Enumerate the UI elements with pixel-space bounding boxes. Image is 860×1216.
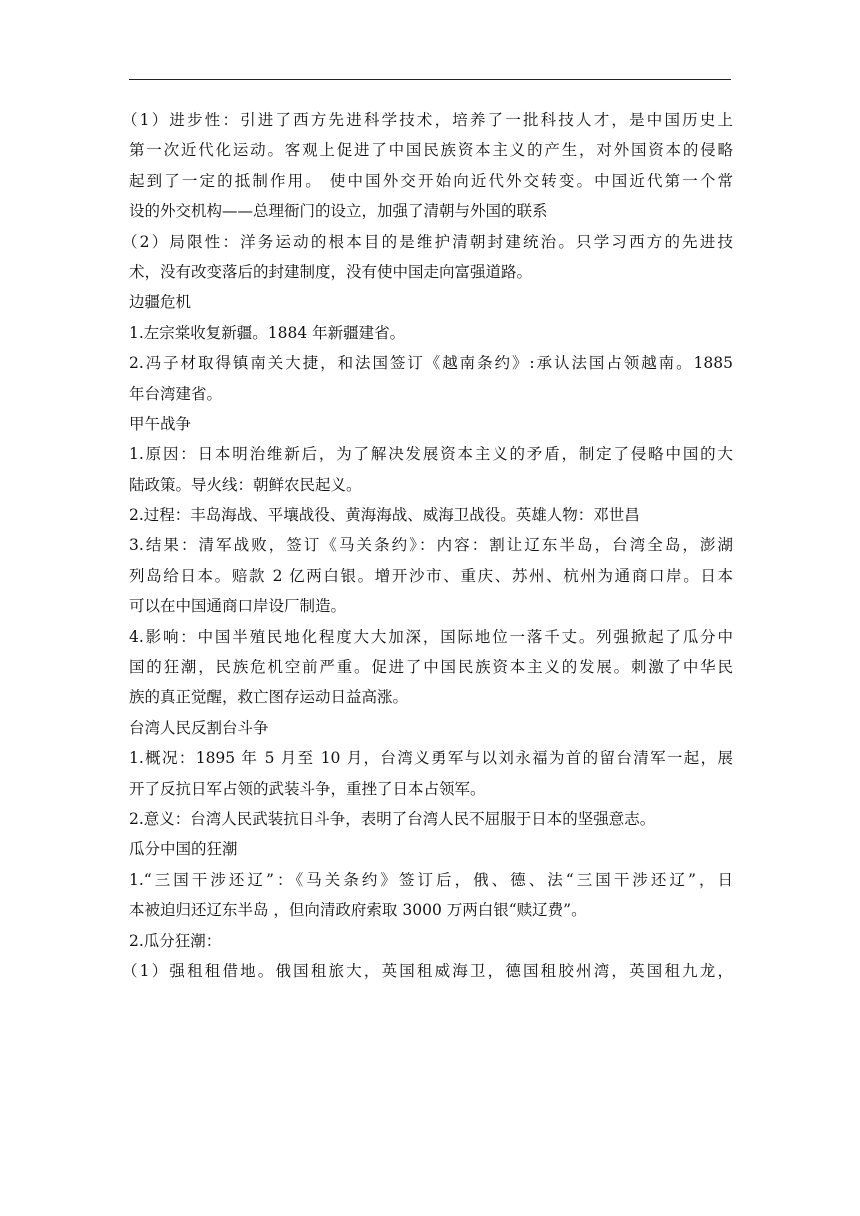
text-line: 1.左宗棠收复新疆。1884 年新疆建省。	[129, 323, 406, 342]
document-body	[122, 105, 733, 986]
text-line: 2.冯子材取得镇南关大捷，和法国签订《越南条约》:承认法国占领越南。1885	[129, 354, 733, 373]
text-line: 族的真正觉醒，救亡图存运动日益高涨。	[129, 688, 409, 707]
text-line: （1）强租租借地。俄国租旅大，英国租威海卫，德国租胶州湾，英国租九龙，	[122, 961, 733, 980]
text-line: 本被迫归还辽东半岛 ，但向清政府索取 3000 万两白银“赎辽费”。	[129, 901, 587, 920]
text-line: 2.瓜分狂潮：	[129, 931, 222, 950]
text-line: 1.概况：1895 年 5 月至 10 月，台湾义勇军与以刘永福为首的留台清军一起，展	[129, 749, 733, 768]
text-line: 2.意义：台湾人民武装抗日斗争，表明了台湾人民不屈服于日本的坚强意志。	[129, 809, 656, 828]
text-line: 1.“三国干涉还辽”：《马关条约》签订后，俄、德、法“三国干涉还辽”，日	[129, 870, 733, 889]
text-line: 起到了一定的抵制作用。 使中国外交开始向近代外交转变。中国近代第一个常	[129, 171, 733, 190]
text-line: 边疆危机	[129, 293, 192, 312]
text-line: 1.原因：日本明治维新后，为了解决发展资本主义的矛盾，制定了侵略中国的大	[129, 445, 733, 464]
text-line: （1）进步性：引进了西方先进科学技术，培养了一批科技人才，是中国历史上	[122, 111, 733, 129]
text-line: 第一次近代化运动。客观上促进了中国民族资本主义的产生，对外国资本的侵略	[129, 141, 733, 160]
text-line: 甲午战争	[129, 414, 192, 433]
text-line: 年台湾建省。	[129, 384, 223, 403]
text-line: 可以在中国通商口岸设厂制造。	[129, 597, 347, 616]
text-line: 瓜分中国的狂潮	[129, 840, 238, 859]
text-line: 设的外交机构——总理衙门的设立，加强了清朝与外国的联系	[129, 202, 548, 221]
text-line: 术，没有改变落后的封建制度，没有使中国走向富强道路。	[129, 262, 533, 281]
text-line: 台湾人民反割台斗争	[129, 718, 269, 737]
header-rule	[129, 79, 731, 80]
text-line: 国的狂潮，民族危机空前严重。促进了中国民族资本主义的发展。刺激了中华民	[129, 658, 733, 677]
text-line: 陆政策。导火线：朝鲜农民起义。	[129, 475, 362, 494]
text-line: （2）局限性：洋务运动的根本目的是维护清朝封建统治。只学习西方的先进技	[122, 232, 733, 251]
text-line: 3.结果：清军战败，签订《马关条约》：内容：割让辽东半岛，台湾全岛，澎湖	[129, 536, 733, 555]
text-line: 开了反抗日军占领的武装斗争，重挫了日本占领军。	[129, 779, 486, 798]
text-line: 4.影响：中国半殖民地化程度大大加深，国际地位一落千丈。列强掀起了瓜分中	[129, 627, 733, 646]
text-line: 列岛给日本。赔款 2 亿两白银。增开沙市、重庆、苏州、杭州为通商口岸。日本	[129, 566, 733, 585]
text-line: 2.过程：丰岛海战、平壤战役、黄海海战、威海卫战役。英雄人物：邓世昌	[129, 506, 640, 525]
